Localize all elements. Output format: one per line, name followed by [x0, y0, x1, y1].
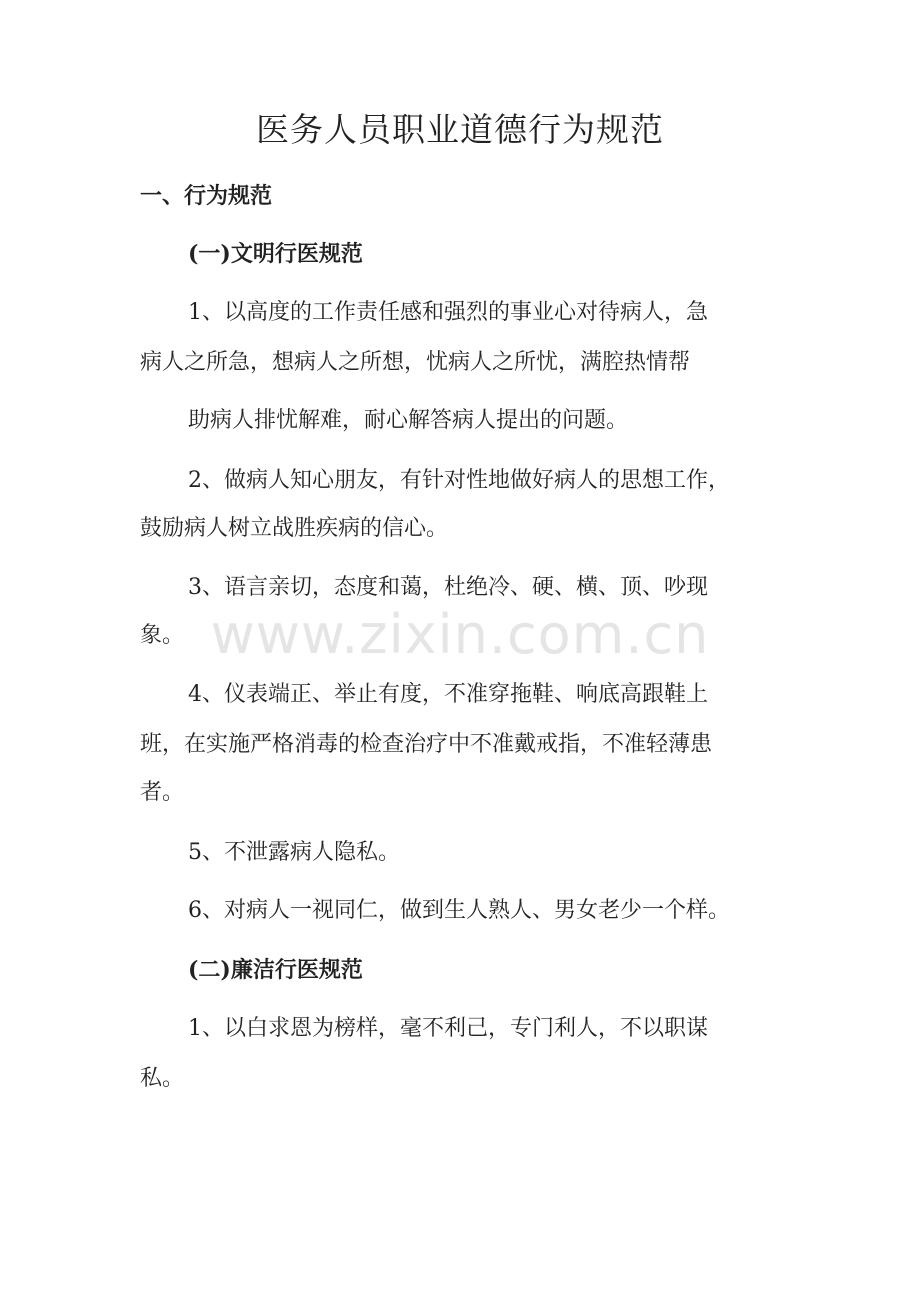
paragraph-line: 6、对病人一视同仁，做到生人熟人、男女老少一个样。: [188, 898, 730, 923]
paragraph-line: 病人之所急，想病人之所想，忧病人之所忧，满腔热情帮: [140, 350, 691, 375]
paragraph-line: 1、以白求恩为榜样，毫不利己，专门利人，不以职谋: [188, 1016, 708, 1041]
paragraph-line: 助病人排忧解难，耐心解答病人提出的问题。: [188, 408, 629, 433]
watermark: www.zixin.com.cn: [210, 603, 710, 666]
paragraph-line: 者。: [140, 780, 185, 805]
section-heading: 一、行为规范: [140, 183, 273, 209]
paragraph-line: 1、以高度的工作责任感和强烈的事业心对待病人，急: [188, 300, 708, 325]
paragraph-line: 象。: [140, 623, 185, 648]
paragraph-line: 5、不泄露病人隐私。: [188, 840, 400, 865]
paragraph-line: 班，在实施严格消毒的检查治疗中不准戴戒指，不准轻薄患: [140, 732, 713, 757]
subsection-heading: (一)文明行医规范: [188, 241, 363, 267]
document-title: 医务人员职业道德行为规范: [256, 110, 664, 149]
paragraph-line: 4、仪表端正、举止有度，不准穿拖鞋、响底高跟鞋上: [188, 682, 708, 707]
paragraph-line: 3、语言亲切，态度和蔼，杜绝冷、硬、横、顶、吵现: [188, 575, 708, 600]
paragraph-line: 私。: [140, 1066, 185, 1091]
paragraph-line: 2、做病人知心朋友，有针对性地做好病人的思想工作，: [188, 468, 730, 493]
paragraph-line: 鼓励病人树立战胜疾病的信心。: [140, 516, 449, 541]
subsection-heading: (二)廉洁行医规范: [188, 957, 363, 983]
